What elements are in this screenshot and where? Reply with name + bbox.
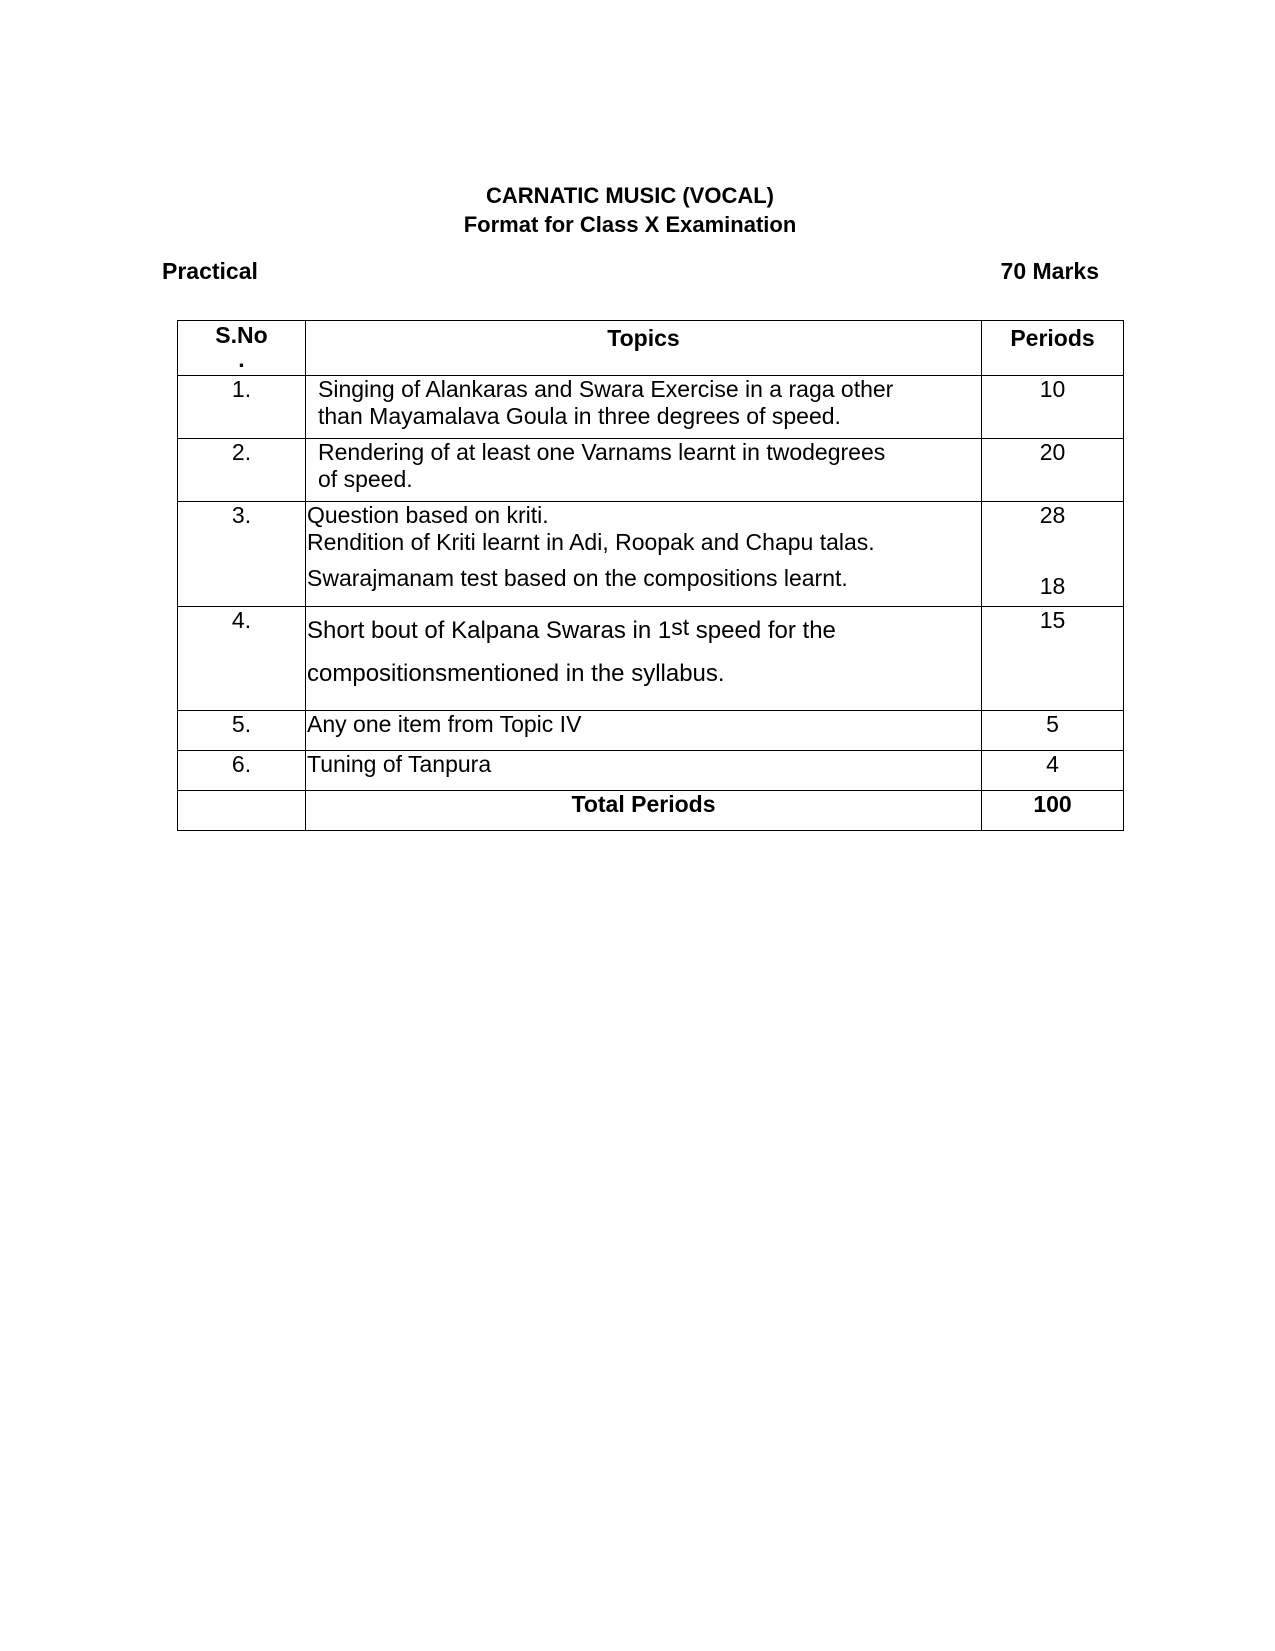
topic-line: than Mayamalava Goula in three degrees of speed. [318,403,841,429]
topic-text: speed for the [689,617,836,644]
table-header-row [178,321,1124,376]
row-sno: 1. [178,376,306,439]
row-sno: 4. [178,607,306,711]
row-periods: 20 [982,439,1124,502]
row-sno: 6. [178,751,306,791]
page-title: CARNATIC MUSIC (VOCAL) [485,183,774,208]
row-periods: 4 [982,751,1124,791]
topic-line: compositionsmentioned in the syllabus. [307,660,725,687]
row-topic [306,502,982,607]
row-periods: 5 [982,711,1124,751]
topic-line: Swarajmanam test based on the compositions learnt. [307,565,848,591]
topic-line [307,614,981,644]
table-row [178,376,1124,439]
row-sno: 5. [178,711,306,751]
header-topics: Topics [306,321,982,376]
topic-text: Short bout of Kalpana Swaras in 1 [307,617,672,644]
table-row [178,502,1124,607]
table-row [178,607,1124,711]
table-row [178,711,1124,751]
row-sno: 2. [178,439,306,502]
header-sno-text: S.No [215,322,268,348]
topic-line: of speed. [318,466,413,492]
section-label: Practical [162,258,258,284]
row-topic [306,376,982,439]
row-periods: 15 [982,607,1124,711]
periods-value: 18 [1039,573,1066,599]
total-label: Total Periods [306,791,982,831]
table-row [178,751,1124,791]
topic-line: Question based on kriti. [307,502,549,528]
row-topic: Any one item from Topic IV [306,711,982,751]
total-value: 100 [982,791,1124,831]
row-sno: 3. [178,502,306,607]
syllabus-table [177,320,1124,831]
ordinal-suffix: st [671,614,690,640]
table-row [178,439,1124,502]
row-periods [982,502,1124,607]
header-sno-dot: . [238,346,245,372]
total-empty-cell [178,791,306,831]
row-topic [306,607,982,711]
row-topic [306,439,982,502]
topic-line: Rendition of Kriti learnt in Adi, Roopak and Chapu talas. [307,529,875,555]
periods-value: 28 [1039,502,1066,528]
header-sno [178,321,306,376]
page-subtitle: Format for Class X Examination [463,212,797,237]
row-topic: Tuning of Tanpura [306,751,982,791]
topic-line: Rendering of at least one Varnams learnt in twodegrees [318,439,886,465]
marks-label: 70 Marks [1000,258,1099,284]
topic-line: Singing of Alankaras and Swara Exercise in a raga other [318,376,894,402]
row-periods: 10 [982,376,1124,439]
total-row [178,791,1124,831]
header-periods: Periods [982,321,1124,376]
